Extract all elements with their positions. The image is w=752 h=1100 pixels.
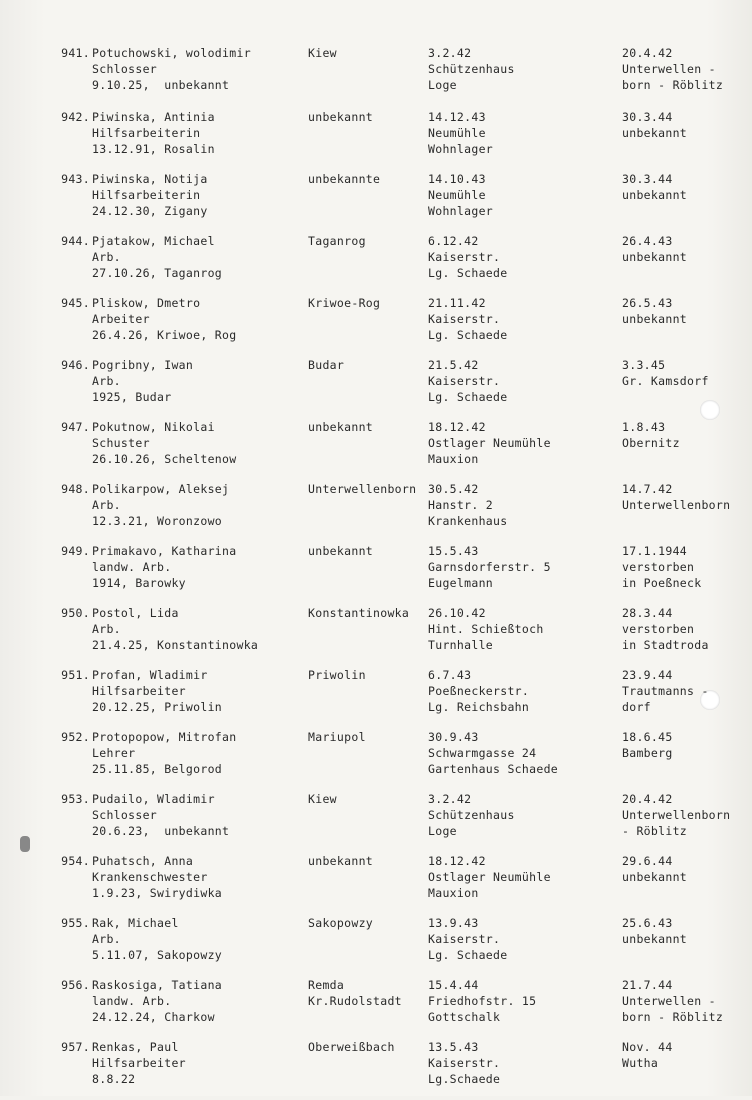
occupation: Arb.	[92, 622, 121, 636]
register-entry	[0, 420, 752, 480]
entry-number: 941.	[61, 46, 90, 60]
origin-place: Remda	[308, 978, 345, 992]
camp-address: Poeßneckerstr.	[428, 684, 530, 698]
fate-text: unbekannt	[622, 250, 688, 264]
fate-date: 23.9.44	[622, 668, 673, 682]
entry-number: 957.	[61, 1040, 90, 1054]
person-name: Potuchowski, wolodimir	[92, 46, 251, 60]
person-name: Raskosiga, Tatiana	[92, 978, 223, 992]
person-name: Renkas, Paul	[92, 1040, 179, 1054]
occupation: Arb.	[92, 932, 121, 946]
camp-address: Kaiserstr.	[428, 250, 501, 264]
camp-name: Mauxion	[428, 886, 479, 900]
entry-number: 946.	[61, 358, 90, 372]
arrival-date: 30.9.43	[428, 730, 479, 744]
fate-text: Unterwellen -	[622, 62, 716, 76]
camp-name: Lg.Schaede	[428, 1072, 501, 1086]
birth-date-place: 24.12.30, Zigany	[92, 204, 208, 218]
fate-text-cont: in Poeßneck	[622, 576, 702, 590]
arrival-date: 15.5.43	[428, 544, 479, 558]
birth-date-place: 12.3.21, Woronzowo	[92, 514, 223, 528]
register-entry	[0, 1040, 752, 1100]
camp-name: Wohnlager	[428, 142, 494, 156]
camp-address: Schwarmgasse 24	[428, 746, 537, 760]
register-entry	[0, 916, 752, 976]
person-name: Postol, Lida	[92, 606, 179, 620]
register-entry	[0, 46, 752, 106]
arrival-date: 15.4.44	[428, 978, 479, 992]
person-name: Rak, Michael	[92, 916, 179, 930]
entry-number: 950.	[61, 606, 90, 620]
fate-date: 25.6.43	[622, 916, 673, 930]
camp-address: Garnsdorferstr. 5	[428, 560, 551, 574]
occupation: Arbeiter	[92, 312, 150, 326]
camp-address: Kaiserstr.	[428, 374, 501, 388]
camp-name: Loge	[428, 78, 457, 92]
camp-address: Hint. Schießtoch	[428, 622, 544, 636]
register-entry	[0, 978, 752, 1038]
entry-number: 942.	[61, 110, 90, 124]
occupation: landw. Arb.	[92, 994, 172, 1008]
fate-date: 17.1.1944	[622, 544, 688, 558]
occupation: Hilfsarbeiterin	[92, 188, 201, 202]
person-name: Profan, Wladimir	[92, 668, 208, 682]
entry-number: 956.	[61, 978, 90, 992]
register-entry	[0, 482, 752, 542]
fate-text: Unterwellen -	[622, 994, 716, 1008]
origin-place: Unterwellenborn	[308, 482, 417, 496]
birth-date-place: 8.8.22	[92, 1072, 136, 1086]
fate-date: 26.4.43	[622, 234, 673, 248]
arrival-date: 21.5.42	[428, 358, 479, 372]
person-name: Pudailo, Wladimir	[92, 792, 215, 806]
origin-place: unbekannt	[308, 544, 374, 558]
fate-text: Unterwellenborn	[622, 808, 731, 822]
register-entry	[0, 792, 752, 852]
origin-place: Kiew	[308, 792, 337, 806]
birth-date-place: 24.12.24, Charkow	[92, 1010, 215, 1024]
fate-date: Nov. 44	[622, 1040, 673, 1054]
birth-date-place: 27.10.26, Taganrog	[92, 266, 223, 280]
occupation: Schuster	[92, 436, 150, 450]
arrival-date: 13.5.43	[428, 1040, 479, 1054]
birth-date-place: 1.9.23, Swirydiwka	[92, 886, 223, 900]
entry-number: 951.	[61, 668, 90, 682]
camp-address: Kaiserstr.	[428, 1056, 501, 1070]
fate-text: unbekannt	[622, 870, 688, 884]
fate-text: unbekannt	[622, 932, 688, 946]
arrival-date: 6.7.43	[428, 668, 472, 682]
camp-name: Eugelmann	[428, 576, 494, 590]
camp-address: Schützenhaus	[428, 62, 515, 76]
fate-date: 26.5.43	[622, 296, 673, 310]
fate-date: 30.3.44	[622, 110, 673, 124]
origin-place: Priwolin	[308, 668, 366, 682]
origin-place: Oberweißbach	[308, 1040, 395, 1054]
register-entry	[0, 110, 752, 170]
fate-date: 20.4.42	[622, 792, 673, 806]
register-entry	[0, 296, 752, 356]
fate-date: 3.3.45	[622, 358, 666, 372]
register-entry	[0, 854, 752, 914]
origin-place: Mariupol	[308, 730, 366, 744]
arrival-date: 3.2.42	[428, 792, 472, 806]
fate-text: unbekannt	[622, 126, 688, 140]
occupation: Schlosser	[92, 808, 158, 822]
fate-text: Wutha	[622, 1056, 659, 1070]
register-entry	[0, 730, 752, 790]
person-name: Primakavo, Katharina	[92, 544, 237, 558]
birth-date-place: 1914, Barowky	[92, 576, 186, 590]
arrival-date: 14.12.43	[428, 110, 486, 124]
person-name: Piwinska, Notija	[92, 172, 208, 186]
fate-text-cont: dorf	[622, 700, 651, 714]
entry-number: 947.	[61, 420, 90, 434]
fate-date: 21.7.44	[622, 978, 673, 992]
arrival-date: 6.12.42	[428, 234, 479, 248]
fate-date: 29.6.44	[622, 854, 673, 868]
origin-place: Kiew	[308, 46, 337, 60]
origin-place-district: Kr.Rudolstadt	[308, 994, 402, 1008]
occupation: Arb.	[92, 250, 121, 264]
fate-date: 18.6.45	[622, 730, 673, 744]
birth-date-place: 13.12.91, Rosalin	[92, 142, 215, 156]
entry-number: 948.	[61, 482, 90, 496]
arrival-date: 18.12.42	[428, 420, 486, 434]
camp-address: Kaiserstr.	[428, 312, 501, 326]
occupation: Lehrer	[92, 746, 136, 760]
fate-date: 1.8.43	[622, 420, 666, 434]
occupation: Hilfsarbeiter	[92, 684, 186, 698]
fate-date: 20.4.42	[622, 46, 673, 60]
fate-text: unbekannt	[622, 188, 688, 202]
fate-text-cont: in Stadtroda	[622, 638, 709, 652]
camp-name: Mauxion	[428, 452, 479, 466]
fate-text-cont: - Röblitz	[622, 824, 688, 838]
arrival-date: 3.2.42	[428, 46, 472, 60]
fate-date: 14.7.42	[622, 482, 673, 496]
register-entry	[0, 234, 752, 294]
camp-address: Hanstr. 2	[428, 498, 494, 512]
occupation: Schlosser	[92, 62, 158, 76]
origin-place: Taganrog	[308, 234, 366, 248]
person-name: Pjatakow, Michael	[92, 234, 215, 248]
camp-name: Lg. Schaede	[428, 948, 508, 962]
camp-name: Lg. Schaede	[428, 328, 508, 342]
arrival-date: 13.9.43	[428, 916, 479, 930]
entry-number: 949.	[61, 544, 90, 558]
person-name: Pliskow, Dmetro	[92, 296, 201, 310]
occupation: Krankenschwester	[92, 870, 208, 884]
origin-place: Sakopowzy	[308, 916, 374, 930]
arrival-date: 14.10.43	[428, 172, 486, 186]
occupation: landw. Arb.	[92, 560, 172, 574]
entry-number: 943.	[61, 172, 90, 186]
entry-number: 944.	[61, 234, 90, 248]
origin-place: unbekannt	[308, 110, 374, 124]
origin-place: Budar	[308, 358, 345, 372]
camp-name: Turnhalle	[428, 638, 494, 652]
fate-text: verstorben	[622, 560, 695, 574]
origin-place: unbekannte	[308, 172, 381, 186]
occupation: Hilfsarbeiter	[92, 1056, 186, 1070]
person-name: Pogribny, Iwan	[92, 358, 194, 372]
fate-text: Obernitz	[622, 436, 680, 450]
fate-text: verstorben	[622, 622, 695, 636]
camp-address: Kaiserstr.	[428, 932, 501, 946]
register-entry	[0, 172, 752, 232]
fate-text: Bamberg	[622, 746, 673, 760]
birth-date-place: 21.4.25, Konstantinowka	[92, 638, 259, 652]
person-name: Protopopow, Mitrofan	[92, 730, 237, 744]
entry-number: 945.	[61, 296, 90, 310]
camp-name: Lg. Reichsbahn	[428, 700, 530, 714]
occupation: Hilfsarbeiterin	[92, 126, 201, 140]
birth-date-place: 5.11.07, Sakopowzy	[92, 948, 223, 962]
person-name: Puhatsch, Anna	[92, 854, 194, 868]
birth-date-place: 20.6.23, unbekannt	[92, 824, 230, 838]
camp-name: Gartenhaus Schaede	[428, 762, 559, 776]
person-name: Polikarpow, Aleksej	[92, 482, 230, 496]
fate-date: 30.3.44	[622, 172, 673, 186]
birth-date-place: 1925, Budar	[92, 390, 172, 404]
fate-date: 28.3.44	[622, 606, 673, 620]
entry-number: 953.	[61, 792, 90, 806]
birth-date-place: 20.12.25, Priwolin	[92, 700, 223, 714]
occupation: Arb.	[92, 374, 121, 388]
fate-text: unbekannt	[622, 312, 688, 326]
birth-date-place: 26.10.26, Scheltenow	[92, 452, 237, 466]
origin-place: Konstantinowka	[308, 606, 410, 620]
occupation: Arb.	[92, 498, 121, 512]
origin-place: unbekannt	[308, 420, 374, 434]
camp-address: Friedhofstr. 15	[428, 994, 537, 1008]
camp-address: Neumühle	[428, 188, 486, 202]
register-entry	[0, 358, 752, 418]
origin-place: Kriwoe-Rog	[308, 296, 381, 310]
camp-name: Lg. Schaede	[428, 266, 508, 280]
person-name: Piwinska, Antinia	[92, 110, 215, 124]
arrival-date: 30.5.42	[428, 482, 479, 496]
entry-number: 954.	[61, 854, 90, 868]
arrival-date: 18.12.42	[428, 854, 486, 868]
camp-name: Krankenhaus	[428, 514, 508, 528]
fate-text-cont: born - Röblitz	[622, 1010, 724, 1024]
register-entry	[0, 668, 752, 728]
fate-text-cont: born - Röblitz	[622, 78, 724, 92]
birth-date-place: 25.11.85, Belgorod	[92, 762, 223, 776]
camp-name: Lg. Schaede	[428, 390, 508, 404]
fate-text: Unterwellenborn	[622, 498, 731, 512]
arrival-date: 21.11.42	[428, 296, 486, 310]
camp-name: Gottschalk	[428, 1010, 501, 1024]
arrival-date: 26.10.42	[428, 606, 486, 620]
fate-text: Trautmanns -	[622, 684, 709, 698]
origin-place: unbekannt	[308, 854, 374, 868]
entry-number: 952.	[61, 730, 90, 744]
fate-text: Gr. Kamsdorf	[622, 374, 709, 388]
person-name: Pokutnow, Nikolai	[92, 420, 215, 434]
birth-date-place: 26.4.26, Kriwoe, Rog	[92, 328, 237, 342]
camp-name: Loge	[428, 824, 457, 838]
birth-date-place: 9.10.25, unbekannt	[92, 78, 230, 92]
camp-address: Schützenhaus	[428, 808, 515, 822]
camp-name: Wohnlager	[428, 204, 494, 218]
camp-address: Ostlager Neumühle	[428, 436, 551, 450]
camp-address: Ostlager Neumühle	[428, 870, 551, 884]
camp-address: Neumühle	[428, 126, 486, 140]
register-entry	[0, 606, 752, 666]
register-entry	[0, 544, 752, 604]
entry-number: 955.	[61, 916, 90, 930]
